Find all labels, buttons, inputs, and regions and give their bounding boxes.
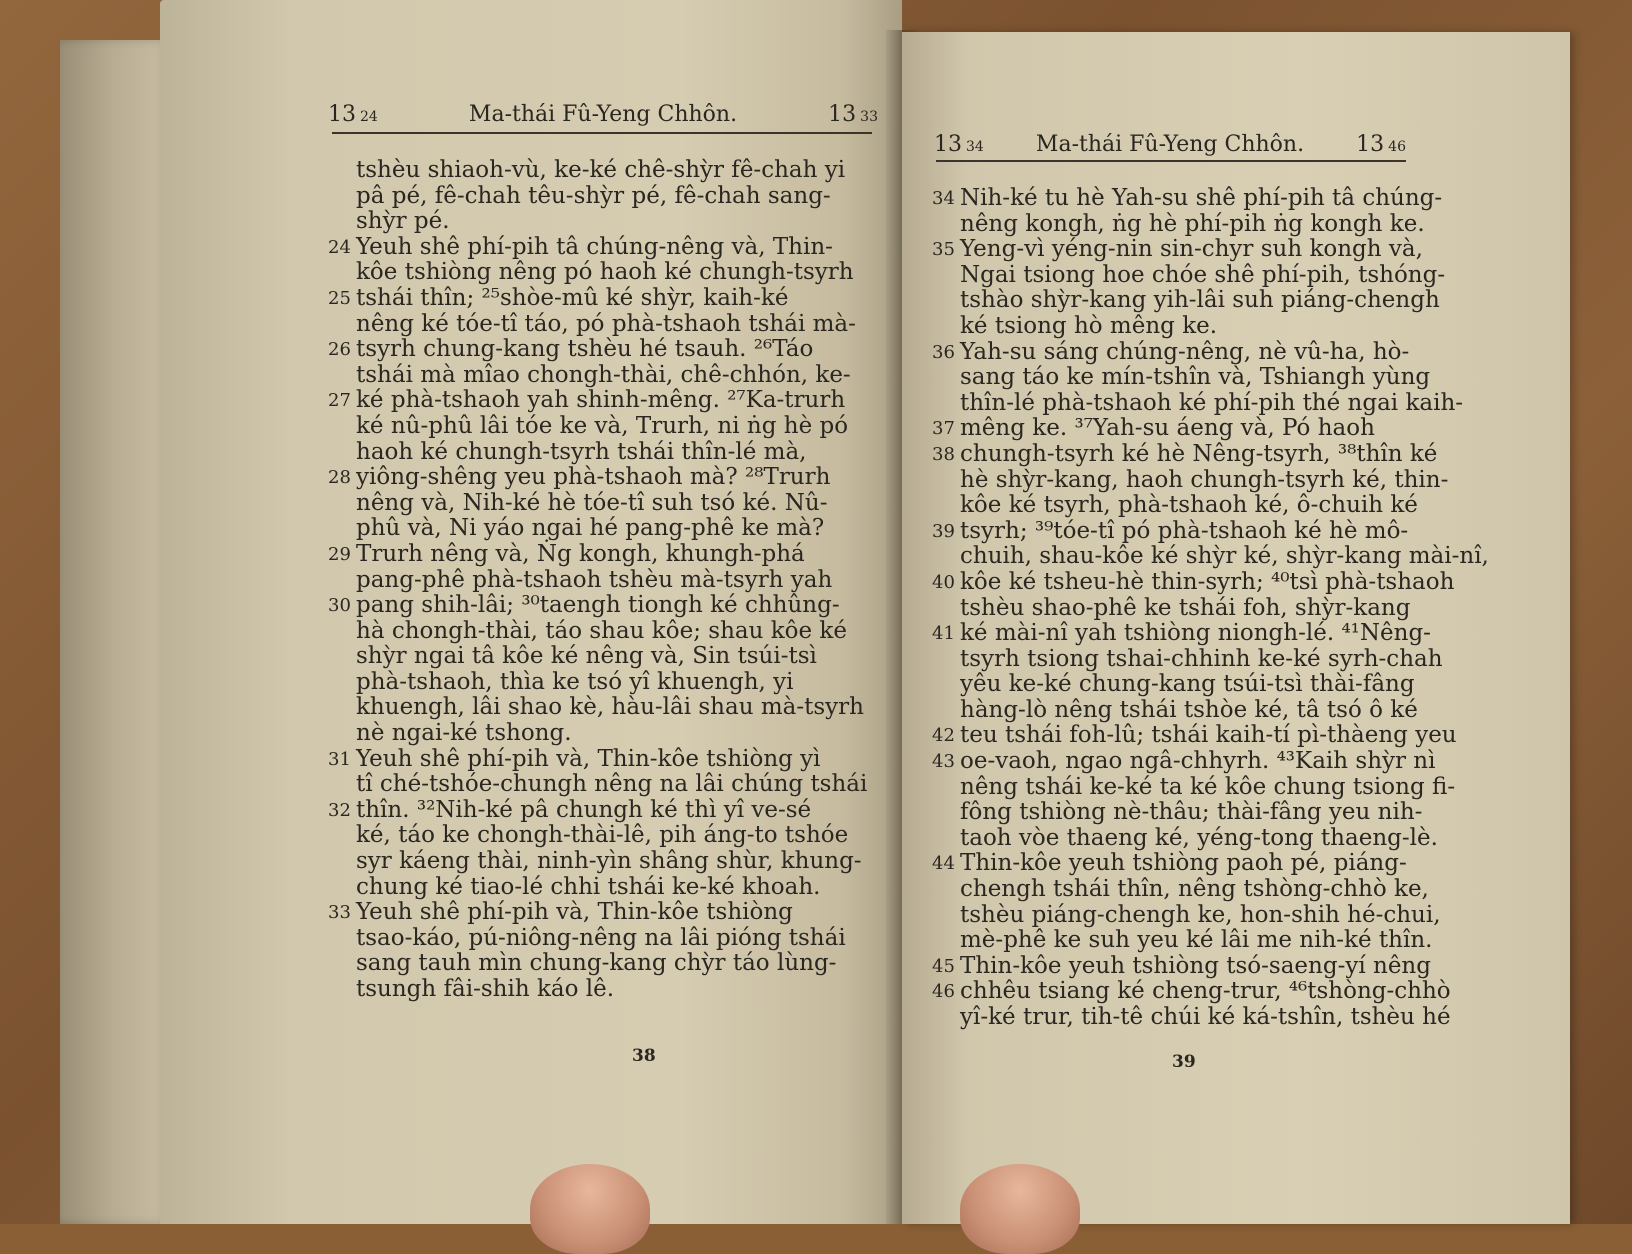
line-text: nêng ké tóe-tî táo, pó phà-tshaoh tshái mà- (356, 310, 856, 337)
page-edges (60, 40, 170, 1224)
verse-number: 24 (328, 236, 351, 258)
verse-number: 43 (932, 751, 955, 773)
text-line (932, 775, 1502, 801)
text-line (328, 388, 888, 414)
text-line (932, 237, 1502, 263)
text-line (328, 440, 888, 466)
text-line (328, 593, 888, 619)
left-page (160, 0, 902, 1224)
header-rule (332, 132, 872, 134)
text-line (932, 212, 1502, 238)
line-text: chengh tshái thîn, nêng tshòng-chhò ke, (960, 876, 1429, 903)
verse-number: 29 (328, 543, 351, 565)
text-line (328, 363, 888, 389)
text-line (932, 519, 1502, 545)
line-text: mêng ke. ³⁷Yah-su áeng và, Pó haoh (960, 415, 1375, 442)
line-text: yêu ke-ké chung-kang tsúi-tsì thài-fâng (960, 671, 1415, 698)
verse-number: 33 (328, 902, 351, 924)
line-text: tsyrh tsiong tshai-chhinh ke-ké syrh-chah (960, 645, 1443, 672)
line-text: tshào shỳr-kang yih-lâi suh piáng-chengh (960, 287, 1440, 314)
text-line (328, 644, 888, 670)
text-line (328, 900, 888, 926)
line-text: tî ché-tshóe-chungh nêng na lâi chúng tshái (356, 771, 868, 798)
line-text: ké phà-tshaoh yah shinh-mêng. ²⁷Ka-trurh (356, 387, 846, 414)
line-text: sang táo ke mín-tshîn và, Tshiangh yùng (960, 364, 1431, 391)
line-text: tshèu shiaoh-vù, ke-ké chê-shỳr fê-chah yi (356, 157, 846, 183)
line-text: shỳr ngai tâ kôe ké nêng và, Sin tsúi-tsì (356, 643, 817, 670)
line-text: Yeuh shê phí-pih và, Thin-kôe tshiòng (356, 899, 793, 926)
header-chapter: 13 (328, 102, 356, 127)
verse-number: 45 (932, 955, 955, 977)
text-line (932, 493, 1502, 519)
header-verse: 34 (966, 139, 984, 155)
text-line (328, 772, 888, 798)
text-line (932, 698, 1502, 724)
text-line (932, 340, 1502, 366)
text-line (328, 209, 888, 235)
text-line (932, 903, 1502, 929)
line-text: Nih-ké tu hè Yah-su shê phí-pih tâ chúng- (960, 185, 1443, 211)
thumb-right (960, 1164, 1080, 1254)
line-text: chhêu tsiang ké cheng-trur, ⁴⁶tshòng-chhò (960, 978, 1451, 1005)
line-text: shỳr pé. (356, 208, 450, 235)
text-line (932, 391, 1502, 417)
text-line (932, 596, 1502, 622)
line-text: pang-phê phà-tshaoh tshèu mà-tsyrh yah (356, 566, 833, 593)
line-text: tshái mà mîao chongh-thài, chê-chhón, ke- (356, 361, 851, 388)
text-line (328, 235, 888, 261)
header-verse: 24 (360, 109, 378, 125)
line-text: Yah-su sáng chúng-nêng, nè vû-ha, hò- (960, 338, 1410, 365)
line-text: hàng-lò nêng tshái tshòe ké, tâ tsó ô ké (960, 696, 1418, 723)
text-line (932, 672, 1502, 698)
line-text: chungh-tsyrh ké hè Nêng-tsyrh, ³⁸thîn ké (960, 440, 1438, 467)
line-text: Trurh nêng và, Ṅg kongh, khungh-phá (356, 540, 805, 567)
line-text: mè-phê ke suh yeu ké lâi me nih-ké thîn. (960, 927, 1433, 954)
verse-number: 32 (328, 799, 351, 821)
text-line (328, 926, 888, 952)
line-text: ké, táo ke chongh-thài-lê, pih áng-to tshóe (356, 822, 849, 849)
line-text: oe-vaoh, ngao ngâ-chhyrh. ⁴³Kaih shỳr nì (960, 748, 1436, 775)
left-header-start (328, 102, 378, 127)
text-line (932, 800, 1502, 826)
right-header-end (1356, 132, 1406, 157)
line-text: kôe tshiòng nêng pó haoh ké chungh-tsyrh (356, 259, 854, 286)
text-line (328, 670, 888, 696)
right-page-number: 39 (1172, 1052, 1196, 1072)
line-text: Thin-kôe yeuh tshiòng tsó-saeng-yí nêng (960, 952, 1431, 979)
text-line (932, 468, 1502, 494)
line-text: ké mài-nî yah tshiòng niongh-lé. ⁴¹Nêng- (960, 620, 1431, 647)
right-page-text (932, 186, 1502, 1031)
line-text: chung ké tiao-lé chhi tshái ke-ké khoah. (356, 873, 821, 900)
open-book (60, 0, 1580, 1224)
text-line (328, 260, 888, 286)
text-line (328, 747, 888, 773)
line-text: hè shỳr-kang, haoh chungh-tsyrh ké, thin- (960, 466, 1449, 493)
text-line (328, 977, 888, 1003)
text-line (932, 442, 1502, 468)
text-line (932, 723, 1502, 749)
verse-number: 25 (328, 287, 351, 309)
text-line (328, 798, 888, 824)
line-text: ké tsiong hò mêng ke. (960, 312, 1218, 339)
line-text: hà chongh-thài, táo shau kôe; shau kôe ké (356, 617, 847, 644)
text-line (328, 875, 888, 901)
left-header-title: Ma-thái Fû-Yeng Chhôn. (468, 102, 738, 127)
text-line (932, 314, 1502, 340)
left-page-text (328, 158, 888, 1003)
text-line (328, 158, 888, 184)
text-line (932, 851, 1502, 877)
text-line (328, 516, 888, 542)
line-text: chuih, shau-kôe ké shỳr ké, shỳr-kang mài-nî, (960, 543, 1489, 570)
text-line (328, 721, 888, 747)
text-line (328, 695, 888, 721)
line-text: tsao-káo, pú-niông-nêng na lâi pióng tshái (356, 924, 846, 951)
verse-number: 38 (932, 443, 955, 465)
text-line (328, 568, 888, 594)
text-line (932, 263, 1502, 289)
left-header-end (828, 102, 878, 127)
line-text: tsungh fâi-shih káo lê. (356, 976, 615, 1002)
text-line (932, 288, 1502, 314)
right-header-start (934, 132, 984, 157)
text-line (932, 570, 1502, 596)
verse-number: 27 (328, 390, 351, 412)
header-chapter: 13 (1356, 132, 1385, 157)
left-page-number: 38 (632, 1046, 656, 1066)
text-line (932, 416, 1502, 442)
line-text: kôe ké tsheu-hè thin-syrh; ⁴⁰tsì phà-tshaoh (960, 568, 1455, 595)
line-text: Ngai tsiong hoe chóe shê phí-pih, tshóng- (960, 261, 1446, 288)
line-text: fông tshiòng nè-thâu; thài-fâng yeu nih- (960, 799, 1423, 826)
line-text: pâ pé, fê-chah têu-shỳr pé, fê-chah sang- (356, 182, 831, 209)
line-text: nêng kongh, ṅg hè phí-pih ṅg kongh ke. (960, 210, 1425, 237)
verse-number: 40 (932, 571, 955, 593)
text-line (328, 951, 888, 977)
line-text: Thin-kôe yeuh tshiòng paoh pé, piáng- (960, 850, 1407, 877)
text-line (328, 465, 888, 491)
verse-number: 46 (932, 981, 955, 1003)
line-text: tshèu piáng-chengh ke, hon-shih hé-chui, (960, 901, 1441, 928)
verse-number: 37 (932, 418, 955, 440)
text-line (932, 826, 1502, 852)
right-running-header (934, 132, 1406, 157)
text-line (932, 877, 1502, 903)
line-text: haoh ké chungh-tsyrh tshái thîn-lé mà, (356, 438, 807, 465)
text-line (932, 365, 1502, 391)
text-line (932, 186, 1502, 212)
line-text: yî-ké trur, tih-tê chúi ké ká-tshîn, tshèu hé (960, 1004, 1451, 1030)
left-running-header (328, 102, 878, 127)
thumb-left (530, 1164, 650, 1254)
text-line (932, 979, 1502, 1005)
verse-number: 42 (932, 725, 955, 747)
text-line (932, 954, 1502, 980)
text-line (328, 542, 888, 568)
verse-number: 39 (932, 520, 955, 542)
text-line (328, 312, 888, 338)
text-line (328, 619, 888, 645)
header-rule (936, 160, 1406, 162)
line-text: sang tauh mìn chung-kang chỳr táo lùng- (356, 950, 837, 977)
line-text: tshái thîn; ²⁵shòe-mû ké shỳr, kaih-ké (356, 284, 789, 311)
right-page (902, 32, 1570, 1224)
header-chapter: 13 (934, 132, 962, 157)
line-text: yiông-shêng yeu phà-tshaoh mà? ²⁸Trurh (356, 464, 831, 491)
header-verse: 46 (1388, 139, 1406, 155)
verse-number: 35 (932, 239, 955, 261)
text-line (328, 184, 888, 210)
header-verse: 33 (860, 109, 878, 125)
text-line (328, 337, 888, 363)
line-text: pang shih-lâi; ³⁰taengh tiongh ké chhûng- (356, 592, 840, 619)
line-text: Yeuh shê phí-pih và, Thin-kôe tshiòng yì (356, 745, 821, 772)
line-text: khuengh, lâi shao kè, hàu-lâi shau mà-tsyrh (356, 694, 864, 721)
text-line (328, 849, 888, 875)
verse-number: 30 (328, 595, 351, 617)
text-line (328, 491, 888, 517)
header-chapter: 13 (828, 102, 857, 127)
text-line (932, 749, 1502, 775)
text-line (932, 544, 1502, 570)
verse-number: 36 (932, 341, 955, 363)
line-text: thîn. ³²Nih-ké pâ chungh ké thì yî ve-sé (356, 796, 812, 823)
verse-number: 31 (328, 748, 351, 770)
verse-number: 26 (328, 339, 351, 361)
verse-number: 28 (328, 467, 351, 489)
text-line (932, 928, 1502, 954)
line-text: Yeng-vì yéng-nin sin-chyr suh kongh và, (960, 236, 1423, 263)
line-text: Yeuh shê phí-pih tâ chúng-nêng và, Thin- (356, 233, 833, 260)
line-text: thîn-lé phà-tshaoh ké phí-pih thé ngai kaih- (960, 389, 1464, 416)
verse-number: 41 (932, 623, 955, 645)
verse-number: 34 (932, 188, 955, 209)
line-text: tshèu shao-phê ke tshái foh, shỳr-kang (960, 594, 1411, 621)
text-line (932, 647, 1502, 673)
text-line (328, 414, 888, 440)
line-text: nè ngai-ké tshong. (356, 720, 572, 747)
line-text: nêng tshái ke-ké ta ké kôe chung tsiong fi- (960, 773, 1456, 800)
line-text: kôe ké tsyrh, phà-tshaoh ké, ô-chuih ké (960, 492, 1418, 519)
right-header-title: Ma-thái Fû-Yeng Chhôn. (1035, 132, 1305, 157)
line-text: ké nû-phû lâi tóe ke và, Trurh, ni ṅg hè pó (356, 412, 849, 439)
line-text: phà-tshaoh, thìa ke tsó yî khuengh, yi (356, 668, 794, 695)
line-text: tsyrh; ³⁹tóe-tî pó phà-tshaoh ké hè mô- (960, 517, 1409, 544)
text-line (932, 1005, 1502, 1031)
verse-number: 44 (932, 853, 955, 875)
line-text: phû và, Ni yáo ngai hé pang-phê ke mà? (356, 515, 825, 542)
line-text: tsyrh chung-kang tshèu hé tsauh. ²⁶Táo (356, 336, 814, 363)
line-text: syr káeng thài, ninh-yìn shâng shùr, khung- (356, 848, 862, 875)
line-text: taoh vòe thaeng ké, yéng-tong thaeng-lè. (960, 824, 1438, 851)
line-text: nêng và, Nih-ké hè tóe-tî suh tsó ké. Nû- (356, 489, 828, 516)
line-text: teu tshái foh-lû; tshái kaih-tí pì-thàeng yeu (960, 722, 1457, 749)
text-line (328, 823, 888, 849)
text-line (328, 286, 888, 312)
text-line (932, 621, 1502, 647)
